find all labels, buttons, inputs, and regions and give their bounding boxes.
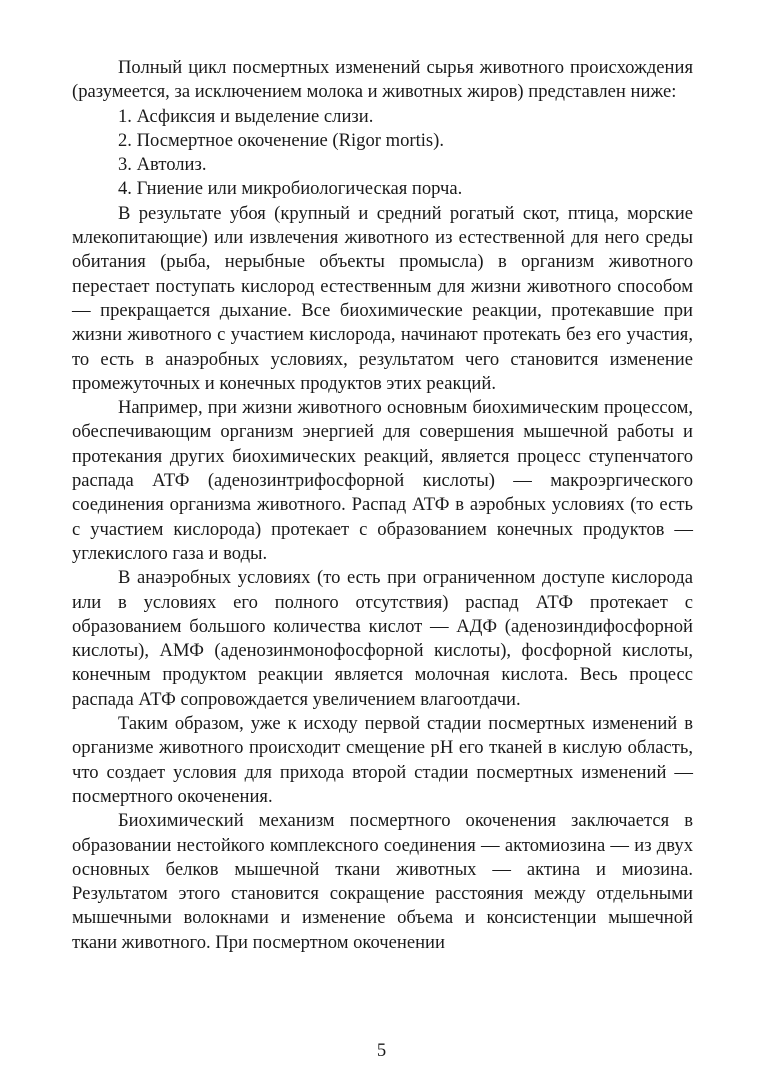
paragraph-slaughter: В результате убоя (крупный и средний рогатый скот, птица, морские млекопитающие) или извлечения животного из естественной для него среды обитания (рыба, нерыбные объекты промысла) в организм животного перестает поступать кислород естественным для жизни животного способом — прекращается дыхание. Все биохимические реакции, протекавшие при жизни животного с участием кислорода, начинают протекать без его участия, то есть в анаэробных условиях, результатом чего становится изменение промежуточных и конечных продуктов этих реакций. (72, 202, 693, 394)
list-item: 2. Посмертное окоченение (Rigor mortis). (118, 129, 444, 151)
paragraph-atp-anaerobic: В анаэробных условиях (то есть при ограниченном доступе кислорода или в условиях его полного отсутствия) распад АТФ протекает с образованием большого количества кислот — АДФ (аденозиндифосфорной кислоты), АМФ (аденозинмонофосфорной кислоты), фосфорной кислоты, конечным продуктом реакции является молочная кислота. Весь процесс распада АТФ сопровождается увеличением влагоотдачи. (72, 567, 693, 710)
list-item: 1. Асфиксия и выделение слизи. (118, 105, 374, 127)
page-body (72, 56, 693, 955)
list-item: 4. Гниение или микробиологическая порча. (118, 178, 463, 200)
paragraph-rigor-mechanism: Биохимический механизм посмертного окоченения заключается в образовании нестойкого комплексного соединения — актомиозина — из двух основных белков мышечной ткани животных — актина и миозина. Результатом этого становится сокращение расстояния между отдельными мышечными волокнами и изменение объема и консистенции мышечной ткани животного. При посмертном окоченении (72, 810, 693, 953)
paragraph-ph-shift: Таким образом, уже к исходу первой стадии посмертных изменений в организме животного происходит смещение pH его тканей в кислую область, что создает условия для прихода второй стадии посмертных изменений — посмертного окоченения. (72, 713, 693, 807)
list-item: 3. Автолиз. (118, 154, 207, 176)
page-number: 5 (376, 1040, 387, 1061)
stages-list (72, 105, 693, 202)
paragraph-intro: Полный цикл посмертных изменений сырья животного происхождения (разумеется, за исключением молока и животных жиров) представлен ниже: (72, 57, 693, 103)
paragraph-atp-aerobic: Например, при жизни животного основным биохимическим процессом, обеспечивающим организм энергией для совершения мышечной работы и протекания других биохимических реакций, является процесс ступенчатого распада АТФ (аденозинтрифосфорной кислоты) — макроэргического соединения организма животного. Распад АТФ в аэробных условиях (то есть с участием кислорода) протекает с образованием конечных продуктов — углекислого газа и воды. (72, 397, 693, 564)
